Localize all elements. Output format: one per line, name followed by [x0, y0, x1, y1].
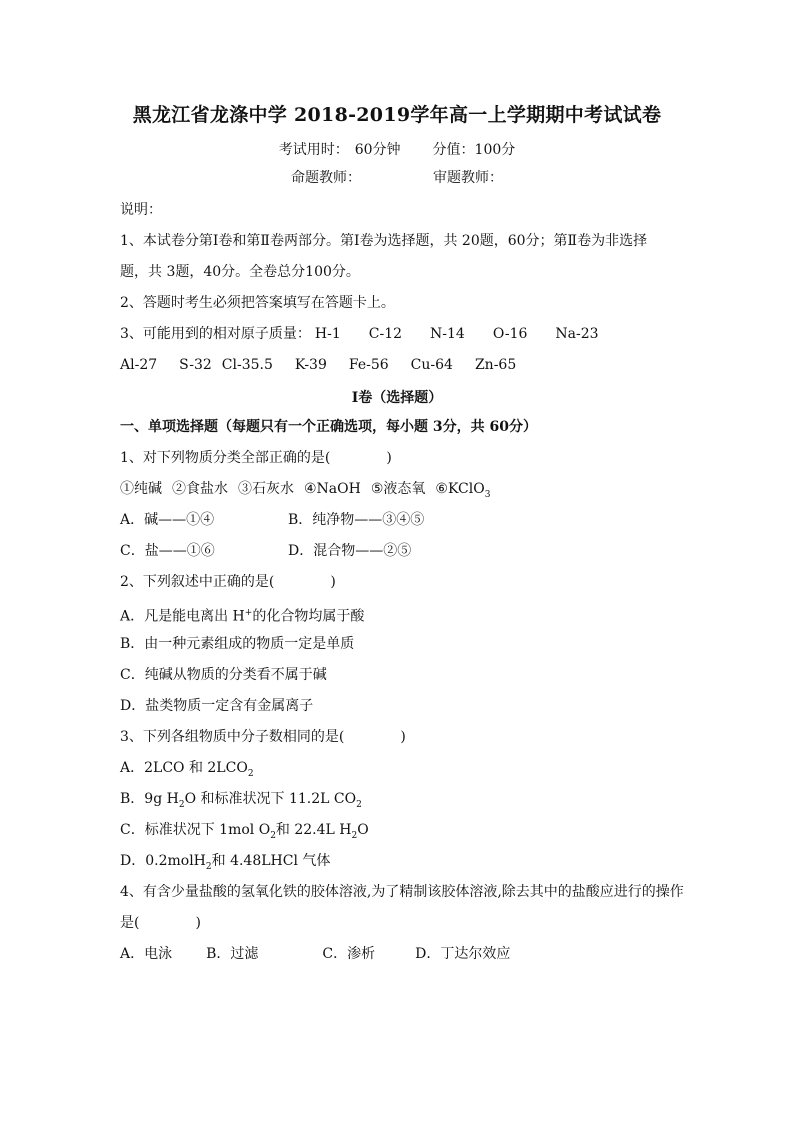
mass-item: C-12	[368, 326, 403, 342]
q1-items	[120, 480, 490, 504]
score-value: 100分	[474, 142, 516, 158]
q2-stem: 2、下列叙述中正确的是( )	[120, 574, 336, 590]
time-value: 60分钟	[354, 142, 401, 158]
q1-item: ②食盐水	[172, 481, 228, 497]
q3-option-c-text: 和 22.4L H	[275, 822, 352, 838]
q3-option-d	[120, 852, 330, 876]
q2-option-a	[120, 604, 364, 626]
q1-option-b: B．纯净物——③④⑤	[288, 512, 425, 528]
q4-options	[120, 945, 510, 963]
q3-option-b-sub: 2	[356, 799, 362, 810]
q4-option-d: D．丁达尔效应	[415, 946, 511, 962]
q3-option-c-text: O	[357, 822, 369, 838]
q3-option-c	[120, 821, 369, 845]
q2-option-b: B．由一种元素组成的物质一定是单质	[120, 636, 355, 652]
q1-option-d: D．混合物——②⑤	[288, 543, 412, 559]
q1-stem: 1、对下列物质分类全部正确的是( )	[120, 450, 392, 466]
q4-option-b: B．过滤	[206, 946, 259, 962]
q1-item: ③石灰水	[238, 481, 294, 497]
mass-item: Cu-64	[410, 357, 453, 373]
q4-option-c: C．渗析	[322, 946, 376, 962]
mass-item: N-14	[430, 326, 465, 342]
q2-option-d: D．盐类物质一定含有金属离子	[120, 698, 314, 714]
mass-item: Fe-56	[348, 357, 389, 373]
q1-item-subscript: 3	[484, 489, 491, 500]
instruction-3-label: 3、可能用到的相对原子质量：	[120, 326, 311, 342]
q1-item: ①纯碱	[120, 481, 162, 497]
q3-option-c-sub: 2	[351, 830, 358, 841]
mass-item: Na-23	[555, 326, 599, 342]
q3-stem: 3、下列各组物质中分子数相同的是( )	[120, 729, 406, 745]
exam-title: 黑龙江省龙涤中学 2018-2019学年高一上学期期中考试试卷	[132, 104, 662, 126]
instruction-1-line-1: 1、本试卷分第Ⅰ卷和第Ⅱ卷两部分。第Ⅰ卷为选择题，共 20题，60分；第Ⅱ卷为非选择	[120, 233, 648, 249]
teacher-row	[0, 167, 794, 187]
mass-item: S-32	[179, 357, 212, 373]
q3-option-d-sub: 2	[205, 861, 212, 872]
instruction-2: 2、答题时考生必须把答案填写在答题卡上。	[120, 295, 395, 311]
instructions-heading: 说明：	[120, 202, 162, 218]
q3-option-d-text: D．0.2molH	[120, 853, 206, 869]
mass-item: H-1	[314, 326, 341, 342]
q3-option-d-text: 和 4.48LHCl 气体	[211, 853, 331, 869]
part-heading: 一、单项选择题（每题只有一个正确选项，每小题 3分，共 60分）	[120, 419, 537, 435]
q3-option-b	[120, 790, 362, 814]
reviewer-label: 审题教师：	[433, 170, 503, 186]
mass-item: Cl-35.5	[221, 357, 273, 373]
q1-item: ⑤液态氧	[370, 481, 426, 497]
q1-option-a: A．碱——①④	[120, 512, 215, 528]
instruction-3	[120, 325, 599, 343]
instruction-1-line-2: 题，共 3题，40分。全卷总分100分。	[120, 264, 360, 280]
q3-option-b-sub: 2	[178, 799, 185, 810]
q3-option-c-text: C．标准状况下 1mol O	[120, 822, 271, 838]
q1-item: ⑥KClO	[435, 481, 485, 497]
setter-label: 命题教师：	[291, 170, 361, 186]
q2-option-c: C．纯碱从物质的分类看不属于碱	[120, 667, 327, 683]
q2-option-a-sup: +	[244, 608, 253, 618]
q1-item: ④NaOH	[304, 481, 361, 497]
mass-item: K-39	[294, 357, 327, 373]
mass-item: O-16	[492, 326, 528, 342]
q1-option-c: C．盐——①⑥	[120, 543, 215, 559]
time-label: 考试用时：	[278, 142, 349, 158]
exam-meta-row	[0, 139, 794, 159]
score-label: 分值：	[432, 142, 475, 158]
q2-option-a-pre: A．凡是能电离出 H	[120, 608, 245, 625]
masses-row-2	[120, 356, 516, 374]
q3-option-b-text: B．9g H	[120, 791, 179, 807]
q3-option-c-sub: 2	[270, 830, 276, 841]
mass-item: Zn-65	[474, 357, 517, 373]
mass-item: Al-27	[120, 357, 158, 373]
q3-option-a-text: A．2LCO 和 2LCO	[120, 760, 248, 776]
q4-stem-line-1: 4、有含少量盐酸的氢氧化铁的胶体溶液,为了精制该胶体溶液,除去其中的盐酸应进行的操作	[120, 884, 684, 900]
q3-option-a-sub: 2	[247, 768, 254, 779]
q2-option-a-post: 的化合物均属于酸	[252, 608, 365, 625]
section-title: I卷（选择题）	[351, 390, 443, 406]
q3-option-a	[120, 759, 254, 783]
q3-option-b-text: O 和标准状况下 11.2L CO	[184, 791, 357, 807]
q4-option-a: A．电泳	[120, 946, 173, 962]
q4-stem-line-2: 是( )	[120, 915, 201, 931]
